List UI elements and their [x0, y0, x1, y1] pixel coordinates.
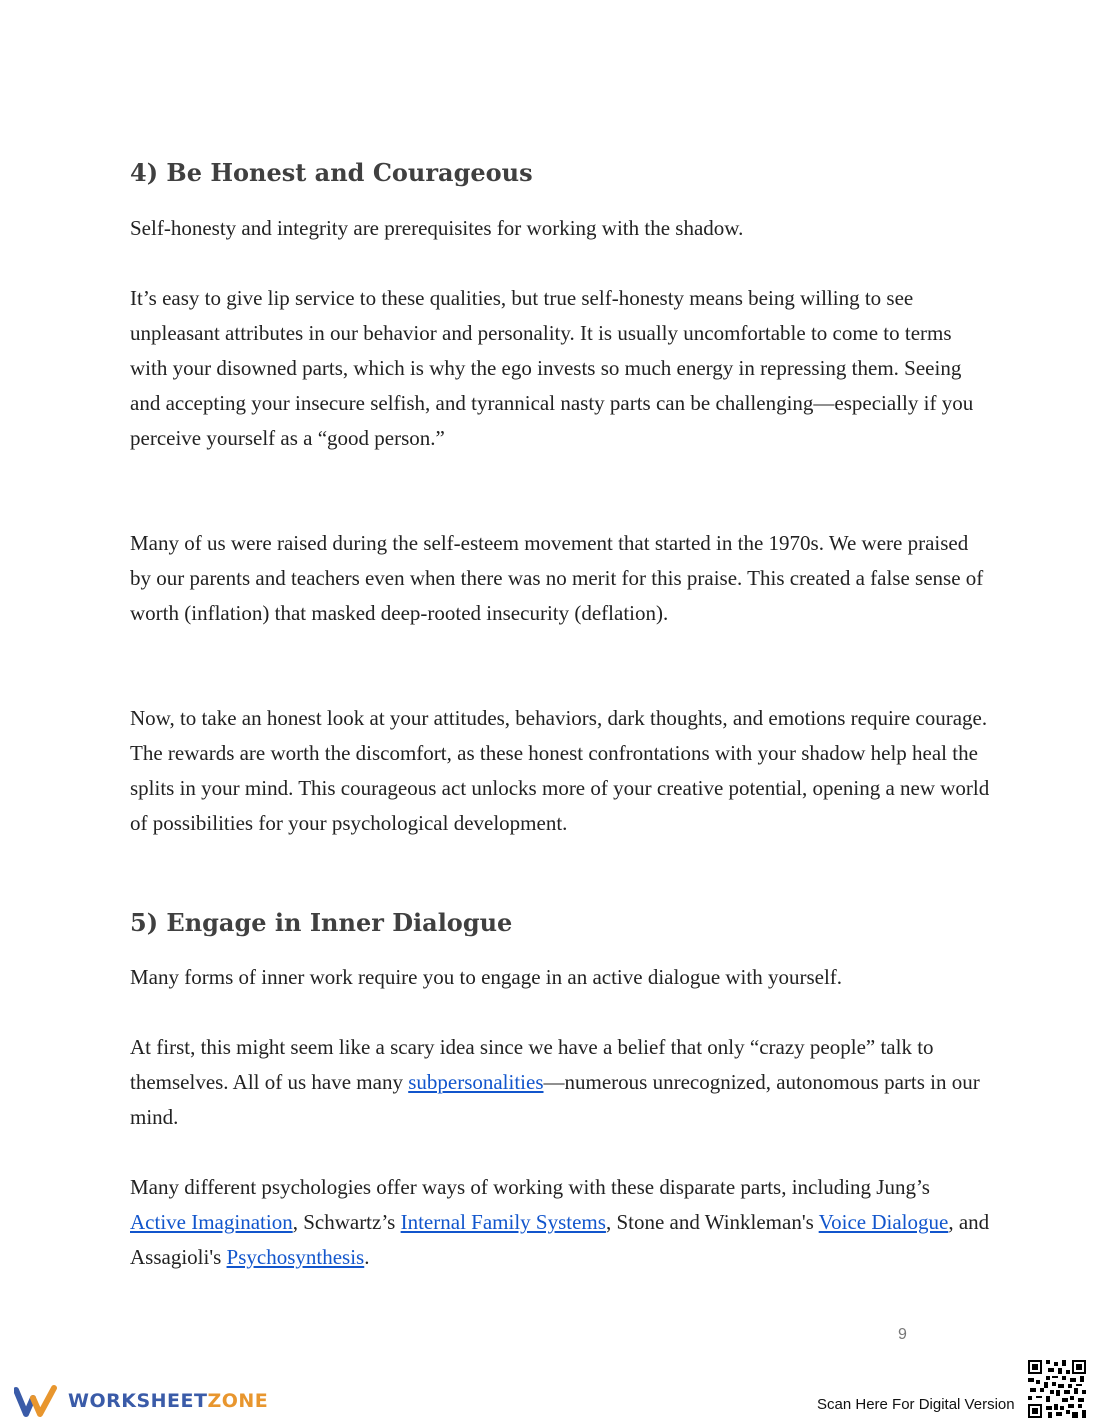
paragraph [130, 1030, 990, 1135]
text: , and Assagioli's [130, 1210, 990, 1269]
text: . [364, 1245, 370, 1269]
internal-family-systems-link[interactable]: Internal Family Systems [400, 1210, 606, 1234]
text: , Stone and Winkleman's [605, 1210, 819, 1234]
subpersonalities-link[interactable]: subpersonalities [408, 1070, 544, 1094]
paragraph: It’s easy to give lip service to these qualities, but true self-honesty means being willing to see unpleasant attributes in our behavior and personality. It is usually uncomfortable to come to terms with your disowned parts, which is why the ego invests so much energy in repressing them. Seeing and accepting your insecure selfish, and tyrannical nasty parts can be challenging—especially if you perceive yourself as a “good person.” [130, 286, 974, 450]
logo-text: WORKSHEETZONE [68, 1390, 269, 1412]
text: Many different psychologies offer ways of working with these disparate parts, including Jung’s [130, 1175, 930, 1199]
active-imagination-link[interactable]: Active Imagination [130, 1210, 293, 1234]
text: , Schwartz’s [292, 1210, 401, 1234]
paragraph: Many forms of inner work require you to engage in an active dialogue with yourself. [130, 965, 843, 989]
text: —numerous unrecognized, autonomous parts in our mind. [130, 1070, 980, 1129]
text: At first, this might seem like a scary idea since we have a belief that only “crazy people” talk to themselves. All of us have many [130, 1035, 934, 1094]
voice-dialogue-link[interactable]: Voice Dialogue [818, 1210, 949, 1234]
psychosynthesis-link[interactable]: Psychosynthesis [226, 1245, 365, 1269]
scan-label: Scan Here For Digital Version [817, 1396, 1015, 1413]
section-heading-5: 5) Engage in Inner Dialogue [130, 908, 513, 937]
logo-w-icon [14, 1384, 60, 1418]
paragraph [130, 1170, 990, 1275]
page-number: 9 [898, 1326, 907, 1343]
paragraph: Self-honesty and integrity are prerequisites for working with the shadow. [130, 216, 744, 240]
qr-code-icon[interactable] [1028, 1360, 1086, 1418]
section-heading-4: 4) Be Honest and Courageous [130, 158, 533, 187]
paragraph: Many of us were raised during the self-esteem movement that started in the 1970s. We were praised by our parents and teachers even when there was no merit for this praise. This created a false sense of worth (inflation) that masked deep-rooted insecurity (deflation). [130, 531, 984, 625]
paragraph: Now, to take an honest look at your attitudes, behaviors, dark thoughts, and emotions require courage. The rewards are worth the discomfort, as these honest confrontations with your shadow help heal the splits in your mind. This courageous act unlocks more of your creative potential, opening a new world of possibilities for your psychological development. [130, 706, 990, 835]
worksheetzone-logo[interactable] [14, 1384, 268, 1418]
